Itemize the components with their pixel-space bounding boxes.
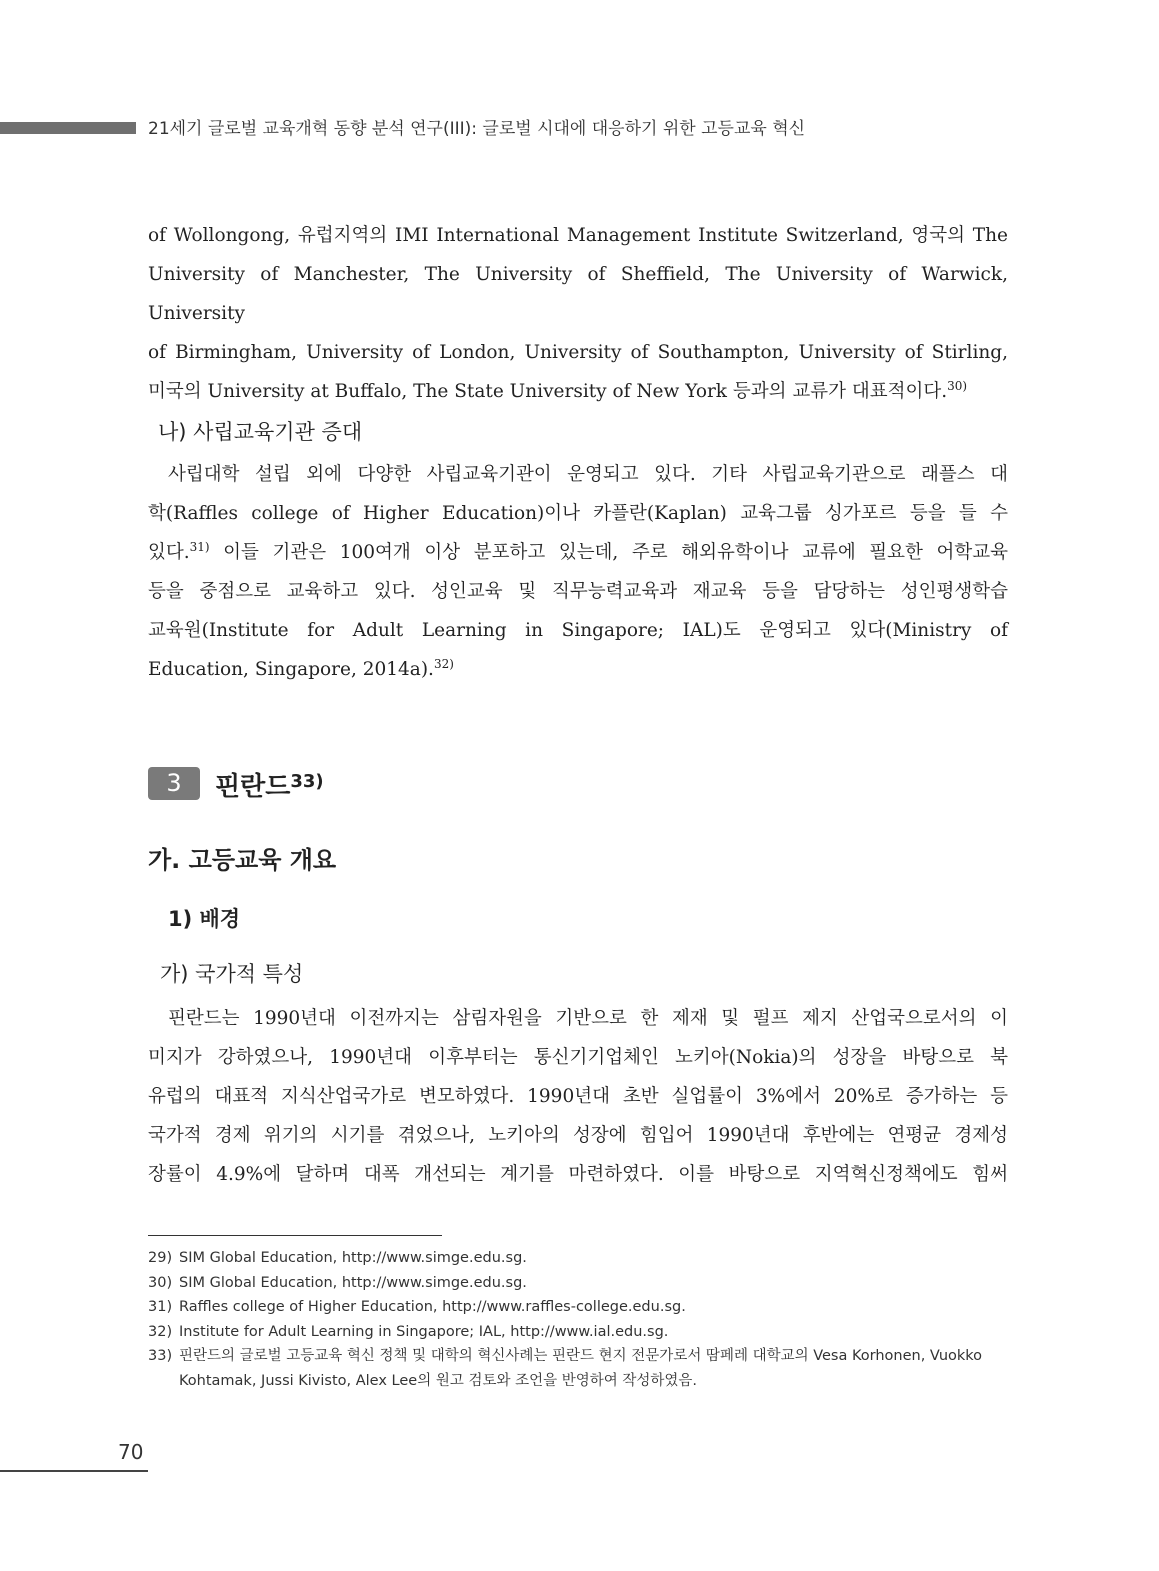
heading-national-characteristics: 가) 국가적 특성 xyxy=(160,962,304,986)
page-number-rule xyxy=(0,1470,148,1472)
intro-paragraph xyxy=(148,216,1008,411)
footnote-divider xyxy=(148,1235,442,1236)
footnote-number: 29) xyxy=(148,1250,173,1266)
footnote-number: 31) xyxy=(148,1299,173,1315)
footnote-ref: 30) xyxy=(947,379,968,393)
running-header-title: 21세기 글로벌 교육개혁 동향 분석 연구(III): 글로벌 시대에 대응하기 위한 고등교육 혁신 xyxy=(148,119,806,139)
footnote-text: SIM Global Education, http://www.simge.edu.sg. xyxy=(179,1250,527,1266)
footnote-number: 33) xyxy=(148,1348,173,1364)
text-line xyxy=(148,533,1008,572)
heading-higher-education-overview: 가. 고등교육 개요 xyxy=(148,846,337,874)
header-accent-bar xyxy=(0,122,136,134)
footnote-item xyxy=(148,1246,1018,1271)
text-line: 유럽의 대표적 지식산업국가로 변모하였다. 1990년대 초반 실업률이 3%에서 20%로 증가하는 등 xyxy=(148,1086,1008,1107)
text-line: 장률이 4.9%에 달하며 대폭 개선되는 계기를 마련하였다. 이를 바탕으로 지역혁신정책에도 힘써 xyxy=(148,1164,1008,1185)
text-line xyxy=(148,650,1008,689)
text-line-content: 있다. xyxy=(148,542,190,563)
text-line: 사립대학 설립 외에 다양한 사립교육기관이 운영되고 있다. 기타 사립교육기관으로 래플스 대 xyxy=(168,464,1008,485)
text-line-content: 미국의 University at Buffalo, The State University of New York 등과의 교류가 대표적이다. xyxy=(148,381,948,402)
footnote-ref: 33) xyxy=(290,771,324,792)
private-education-paragraph xyxy=(148,455,1008,689)
section-title xyxy=(215,766,324,803)
footnote-text: Raffles college of Higher Education, http://www.raffles-college.edu.sg. xyxy=(179,1299,686,1315)
text-line: 교육원(Institute for Adult Learning in Singapore; IAL)도 운영되고 있다(Ministry of xyxy=(148,620,1008,641)
subsection-heading-private-education: 나) 사립교육기관 증대 xyxy=(158,420,363,444)
footnote-item xyxy=(148,1344,1018,1393)
footnote-text: Institute for Adult Learning in Singapore; IAL, http://www.ial.edu.sg. xyxy=(179,1323,669,1340)
heading-background: 1) 배경 xyxy=(168,907,241,931)
text-line: of Birmingham, University of London, University of Southampton, University of Stirling, xyxy=(148,342,1008,363)
text-line: of Wollongong, 유럽지역의 IMI International Management Institute Switzerland, 영국의 The xyxy=(148,225,1008,246)
section-number-badge: 3 xyxy=(148,767,200,800)
footnote-number: 32) xyxy=(148,1323,173,1340)
text-line: 국가적 경제 위기의 시기를 겪었으나, 노키아의 성장에 힘입어 1990년대 후반에는 연평균 경제성 xyxy=(148,1125,1008,1146)
text-line xyxy=(148,372,1008,411)
footnote-number: 30) xyxy=(148,1274,173,1291)
text-line: University of Manchester, The University of Sheffield, The University of Warwick, University xyxy=(148,264,1008,324)
footnote-item xyxy=(148,1271,1018,1296)
text-line-content: Education, Singapore, 2014a). xyxy=(148,659,434,680)
text-line-content: 이들 기관은 100여개 이상 분포하고 있는데, 주로 해외유학이나 교류에 필요한 어학교육 xyxy=(209,542,1008,563)
finland-paragraph xyxy=(148,999,1008,1194)
footnotes xyxy=(148,1246,1018,1393)
footnote-text: 핀란드의 글로벌 고등교육 혁신 정책 및 대학의 혁신사례는 핀란드 현지 전문가로서 땀페레 대학교의 Vesa Korhonen, Vuokko Kohtamak, Jussi Kivisto, Alex Lee의 원고 검토와 조언을 반영하여 작성하였음. xyxy=(179,1348,983,1389)
footnote-item xyxy=(148,1295,1018,1320)
text-line: 미지가 강하였으나, 1990년대 이후부터는 통신기기업체인 노키아(Nokia)의 성장을 바탕으로 북 xyxy=(148,1047,1008,1068)
footnote-ref: 31) xyxy=(189,540,210,554)
text-line: 등을 중점으로 교육하고 있다. 성인교육 및 직무능력교육과 재교육 등을 담당하는 성인평생학습 xyxy=(148,581,1008,602)
section-title-text: 핀란드 xyxy=(215,772,291,802)
footnote-text: SIM Global Education, http://www.simge.edu.sg. xyxy=(179,1274,527,1291)
text-line: 핀란드는 1990년대 이전까지는 삼림자원을 기반으로 한 제재 및 펄프 제지 산업국으로서의 이 xyxy=(168,1008,1008,1029)
footnote-ref: 32) xyxy=(433,657,454,671)
text-line: 학(Raffles college of Higher Education)이나 카플란(Kaplan) 교육그룹 싱가포르 등을 들 수 xyxy=(148,503,1008,524)
page-number: 70 xyxy=(118,1440,144,1464)
footnote-item xyxy=(148,1320,1018,1345)
